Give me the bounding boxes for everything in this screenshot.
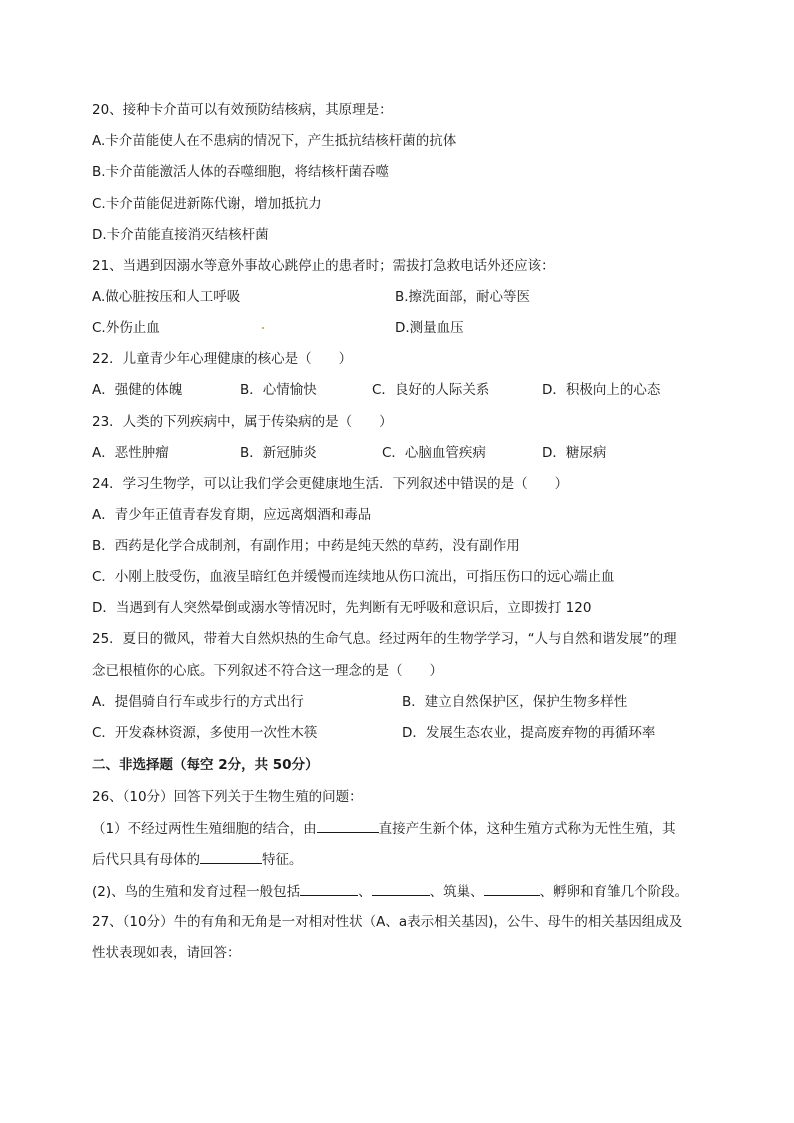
- answer-blank[interactable]: [372, 881, 430, 896]
- q26-part1-line1: [92, 818, 676, 838]
- q25-stem-line2: 念已根植你的心底。下列叙述不符合这一理念的是（ ）: [92, 663, 443, 679]
- q23-option-c: C．心脑血管疾病: [382, 445, 486, 461]
- answer-blank[interactable]: [200, 849, 262, 864]
- q20-option-b: B.卡介苗能激活人体的吞噬细胞，将结核杆菌吞噬: [92, 164, 390, 180]
- q21-option-d: D.测量血压: [395, 320, 464, 336]
- q26-part1-text-d: 特征。: [262, 852, 303, 868]
- q23-option-d: D．糖尿病: [542, 445, 607, 461]
- q26-part1-line2: [92, 849, 303, 869]
- q24-option-b: B．西药是化学合成制剂，有副作用；中药是纯天然的草药，没有副作用: [92, 538, 520, 554]
- q25-option-a: A．提倡骑自行车或步行的方式出行: [92, 694, 304, 710]
- q21-stem: 21、当遇到因溺水等意外事故心跳停止的患者时；需拔打急救电话外还应该：: [92, 258, 555, 274]
- q22-option-b: B．心情愉快: [240, 382, 317, 398]
- q23-option-a: A．恶性肿瘤: [92, 445, 169, 461]
- q26-part2-sep: 、: [358, 884, 372, 900]
- q27-line1: 27、（10分）牛的有角和无角是一对相对性状（A、a表示相关基因)，公牛、母牛的相关基因组成及: [92, 914, 683, 930]
- q26-part1-text-a: （1）不经过两性生殖细胞的结合，由: [92, 821, 317, 837]
- q23-stem: 23．人类的下列疾病中，属于传染病的是（ ）: [92, 414, 393, 430]
- q22-option-c: C．良好的人际关系: [372, 382, 490, 398]
- q26-part2: [92, 881, 688, 901]
- q26-stem: 26、（10分）回答下列关于生物生殖的问题：: [92, 789, 363, 805]
- q26-part2-text-c: 、孵卵和育雏几个阶段。: [539, 884, 689, 900]
- q23-option-b: B．新冠肺炎: [240, 445, 317, 461]
- q26-part2-text-a: (2)、鸟的生殖和发育过程一般包括: [92, 884, 301, 900]
- answer-blank[interactable]: [317, 818, 379, 833]
- q22-option-a: A．强健的体魄: [92, 382, 183, 398]
- q26-part2-text-b: 、筑巢、: [429, 884, 484, 900]
- q25-stem-line1: 25．夏日的微风，带着大自然炽热的生命气息。经过两年的生物学学习，“人与自然和谐发展”的理: [92, 631, 677, 647]
- q20-option-a: A.卡介苗能使人在不患病的情况下，产生抵抗结核杆菌的抗体: [92, 133, 457, 149]
- q24-option-d: D．当遇到有人突然晕倒或溺水等情况时，先判断有无呼吸和意识后，立即拨打 120: [92, 600, 592, 616]
- q21-option-b: B.擦洗面部，耐心等医: [395, 289, 531, 305]
- answer-blank[interactable]: [484, 881, 540, 896]
- q20-option-d: D.卡介苗能直接消灭结核杆菌: [92, 227, 269, 243]
- q25-option-b: B．建立自然保护区，保护生物多样性: [402, 694, 628, 710]
- q26-part1-text-c: 后代只具有母体的: [92, 852, 200, 868]
- answer-blank[interactable]: [300, 881, 358, 896]
- q25-option-c: C．开发森林资源，多使用一次性木筷: [92, 725, 318, 741]
- q25-option-d: D．发展生态农业，提高废弃物的再循环率: [402, 725, 656, 741]
- q22-stem: 22．儿童青少年心理健康的核心是（ ）: [92, 351, 353, 367]
- q21-option-a: A.做心脏按压和人工呼吸: [92, 289, 241, 305]
- q21-option-c: C.外伤止血: [92, 320, 160, 336]
- q24-option-c: C．小刚上肢受伤，血液呈暗红色并缓慢而连续地从伤口流出，可指压伤口的远心端止血: [92, 569, 615, 585]
- q24-stem: 24．学习生物学，可以让我们学会更健康地生活．下列叙述中错误的是（ ）: [92, 476, 569, 492]
- stray-dot: [262, 327, 264, 329]
- q22-option-d: D．积极向上的心态: [542, 382, 661, 398]
- q24-option-a: A．青少年正值青春发育期，应远离烟酒和毒品: [92, 507, 372, 523]
- q20-option-c: C.卡介苗能促进新陈代谢，增加抵抗力: [92, 196, 322, 212]
- q20-stem: 20、接种卡介苗可以有效预防结核病，其原理是：: [92, 102, 393, 118]
- section-title: 二、非选择题（每空 2分，共 50分）: [92, 757, 319, 773]
- q26-part1-text-b: 直接产生新个体，这种生殖方式称为无性生殖，其: [378, 821, 676, 837]
- q27-line2: 性状表现如表，请回答：: [92, 945, 241, 961]
